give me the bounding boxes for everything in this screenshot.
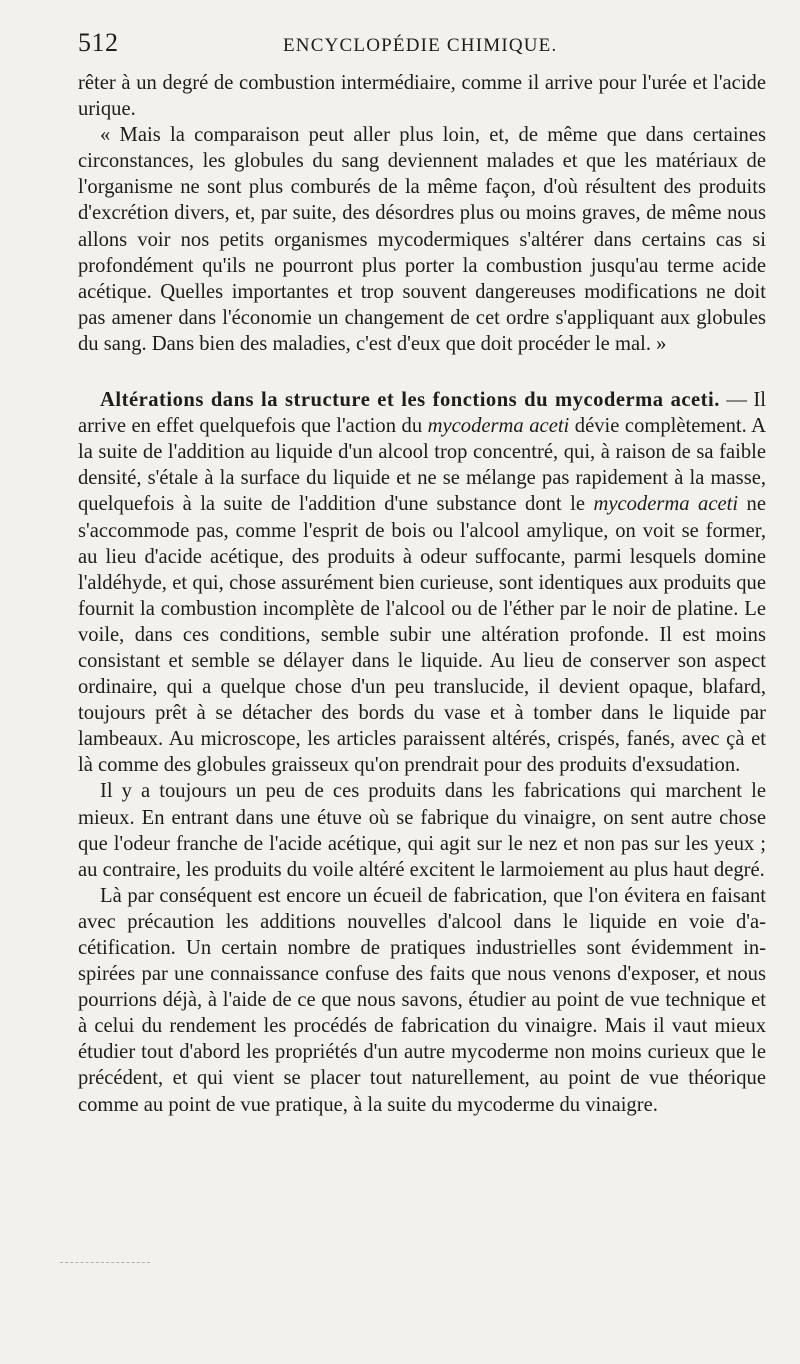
running-title: ENCYCLOPÉDIE CHIMIQUE.: [283, 35, 558, 56]
paragraph-section-alterations: [78, 387, 766, 778]
paragraph-conclusion: Là par conséquent est encore un écueil de fabrication, que l'on évitera en faisant avec précaution les additions nouvelles d'alcool dans le liquide en voie d'acétification. Un certain nombre de pratiques industrielles sont évidemment inspirées par une connaissance confuse des faits que nous venons d'exposer, et nous pourrions déjà, à l'aide de ce que nous savons, étudier au point de vue technique et à celui du rendement les procédés de fabrication du vinaigre. Mais il vaut mieux étudier tout d'abord les propriétés d'un autre mycoderme non moins curieux que le précédent, et qui vient se placer tout naturellement, au point de vue théorique comme au point de vue pratique, à la suite du mycoderme du vinaigre.: [78, 884, 766, 1116]
italic-term: mycoderma aceti: [427, 415, 570, 438]
paragraph-continued: rêter à un degré de combustion intermédiaire, comme il arrive pour l'urée et l'acide urique.: [78, 72, 766, 121]
running-head: [78, 28, 766, 64]
body-text: [78, 70, 766, 1118]
page-bottom-mark: [60, 1262, 150, 1263]
paragraph-products: Il y a toujours un peu de ces produits dans les fabrications qui marchent le mieux. En entrant dans une étuve où se fabrique du vinaigre, on sent autre chose que l'odeur franche de l'acide acétique, qui agit sur le nez et non pas sur les yeux ; au contraire, les produits du voile altéré excitent le larmoiement au plus haut degré.: [78, 780, 766, 881]
section-heading: Altérations dans la structure et les fonctions du mycoderma aceti.: [100, 389, 720, 412]
paragraph-text: — Il arrive en effet quelquefois que l'action du: [78, 389, 766, 438]
paragraph-text: dévie complètement. A la suite de l'addition au liquide d'un alcool trop concentré, qui, à raison de sa faible densité, s'étale à la surface du liquide et ne se mélange pas rapidement à la masse, quelquefois à la suite de l'addition d'une substance dont le: [78, 415, 766, 516]
page-number: 512: [78, 28, 119, 57]
italic-term: mycoderma aceti: [593, 493, 739, 516]
paragraph-text: ne s'accommode pas, comme l'esprit de bois ou l'alcool amylique, on voit se former, au lieu d'acide acétique, des produits à odeur suffocante, parmi lesquels domine l'aldéhyde, et qui, chose assurément bien curieuse, sont identiques aux produits que fournit la combustion incomplète de l'alcool ou de l'éther par le noir de platine. Le voile, dans ces conditions, semble subir une altération profonde. Il est moins consistant et semble se délayer dans le liquide. Au lieu de conserver son aspect ordinaire, qui a quelque chose d'un peu translucide, il devient opaque, blafard, toujours prêt à se détacher des bords du vase et à tomber dans le liquide par lambeaux. Au microscope, les articles paraissent altérés, crispés, fanés, avec çà et là comme des globules graisseux qu'on prendrait pour des produits d'exsudation.: [78, 493, 766, 777]
paragraph-quotation: « Mais la comparaison peut aller plus loin, et, de même que dans certaines circonstances, les globules du sang deviennent malades et que les matériaux de l'organisme ne sont plus comburés de la même façon, d'où résultent des produits d'excrétion divers, et, par suite, des désordres plus ou moins graves, de même nous allons voir nos petits organismes mycodermiques s'altérer dans certains cas si profondément qu'ils ne pourront plus porter la combustion jusqu'au terme acide acétique. Quelles importantes et trop souvent dangereuses modifications ne doit pas amener dans l'économie un changement de cet ordre s'appliquant aux globules du sang. Dans bien des maladies, c'est d'eux que doit procéder le mal. »: [78, 124, 766, 355]
